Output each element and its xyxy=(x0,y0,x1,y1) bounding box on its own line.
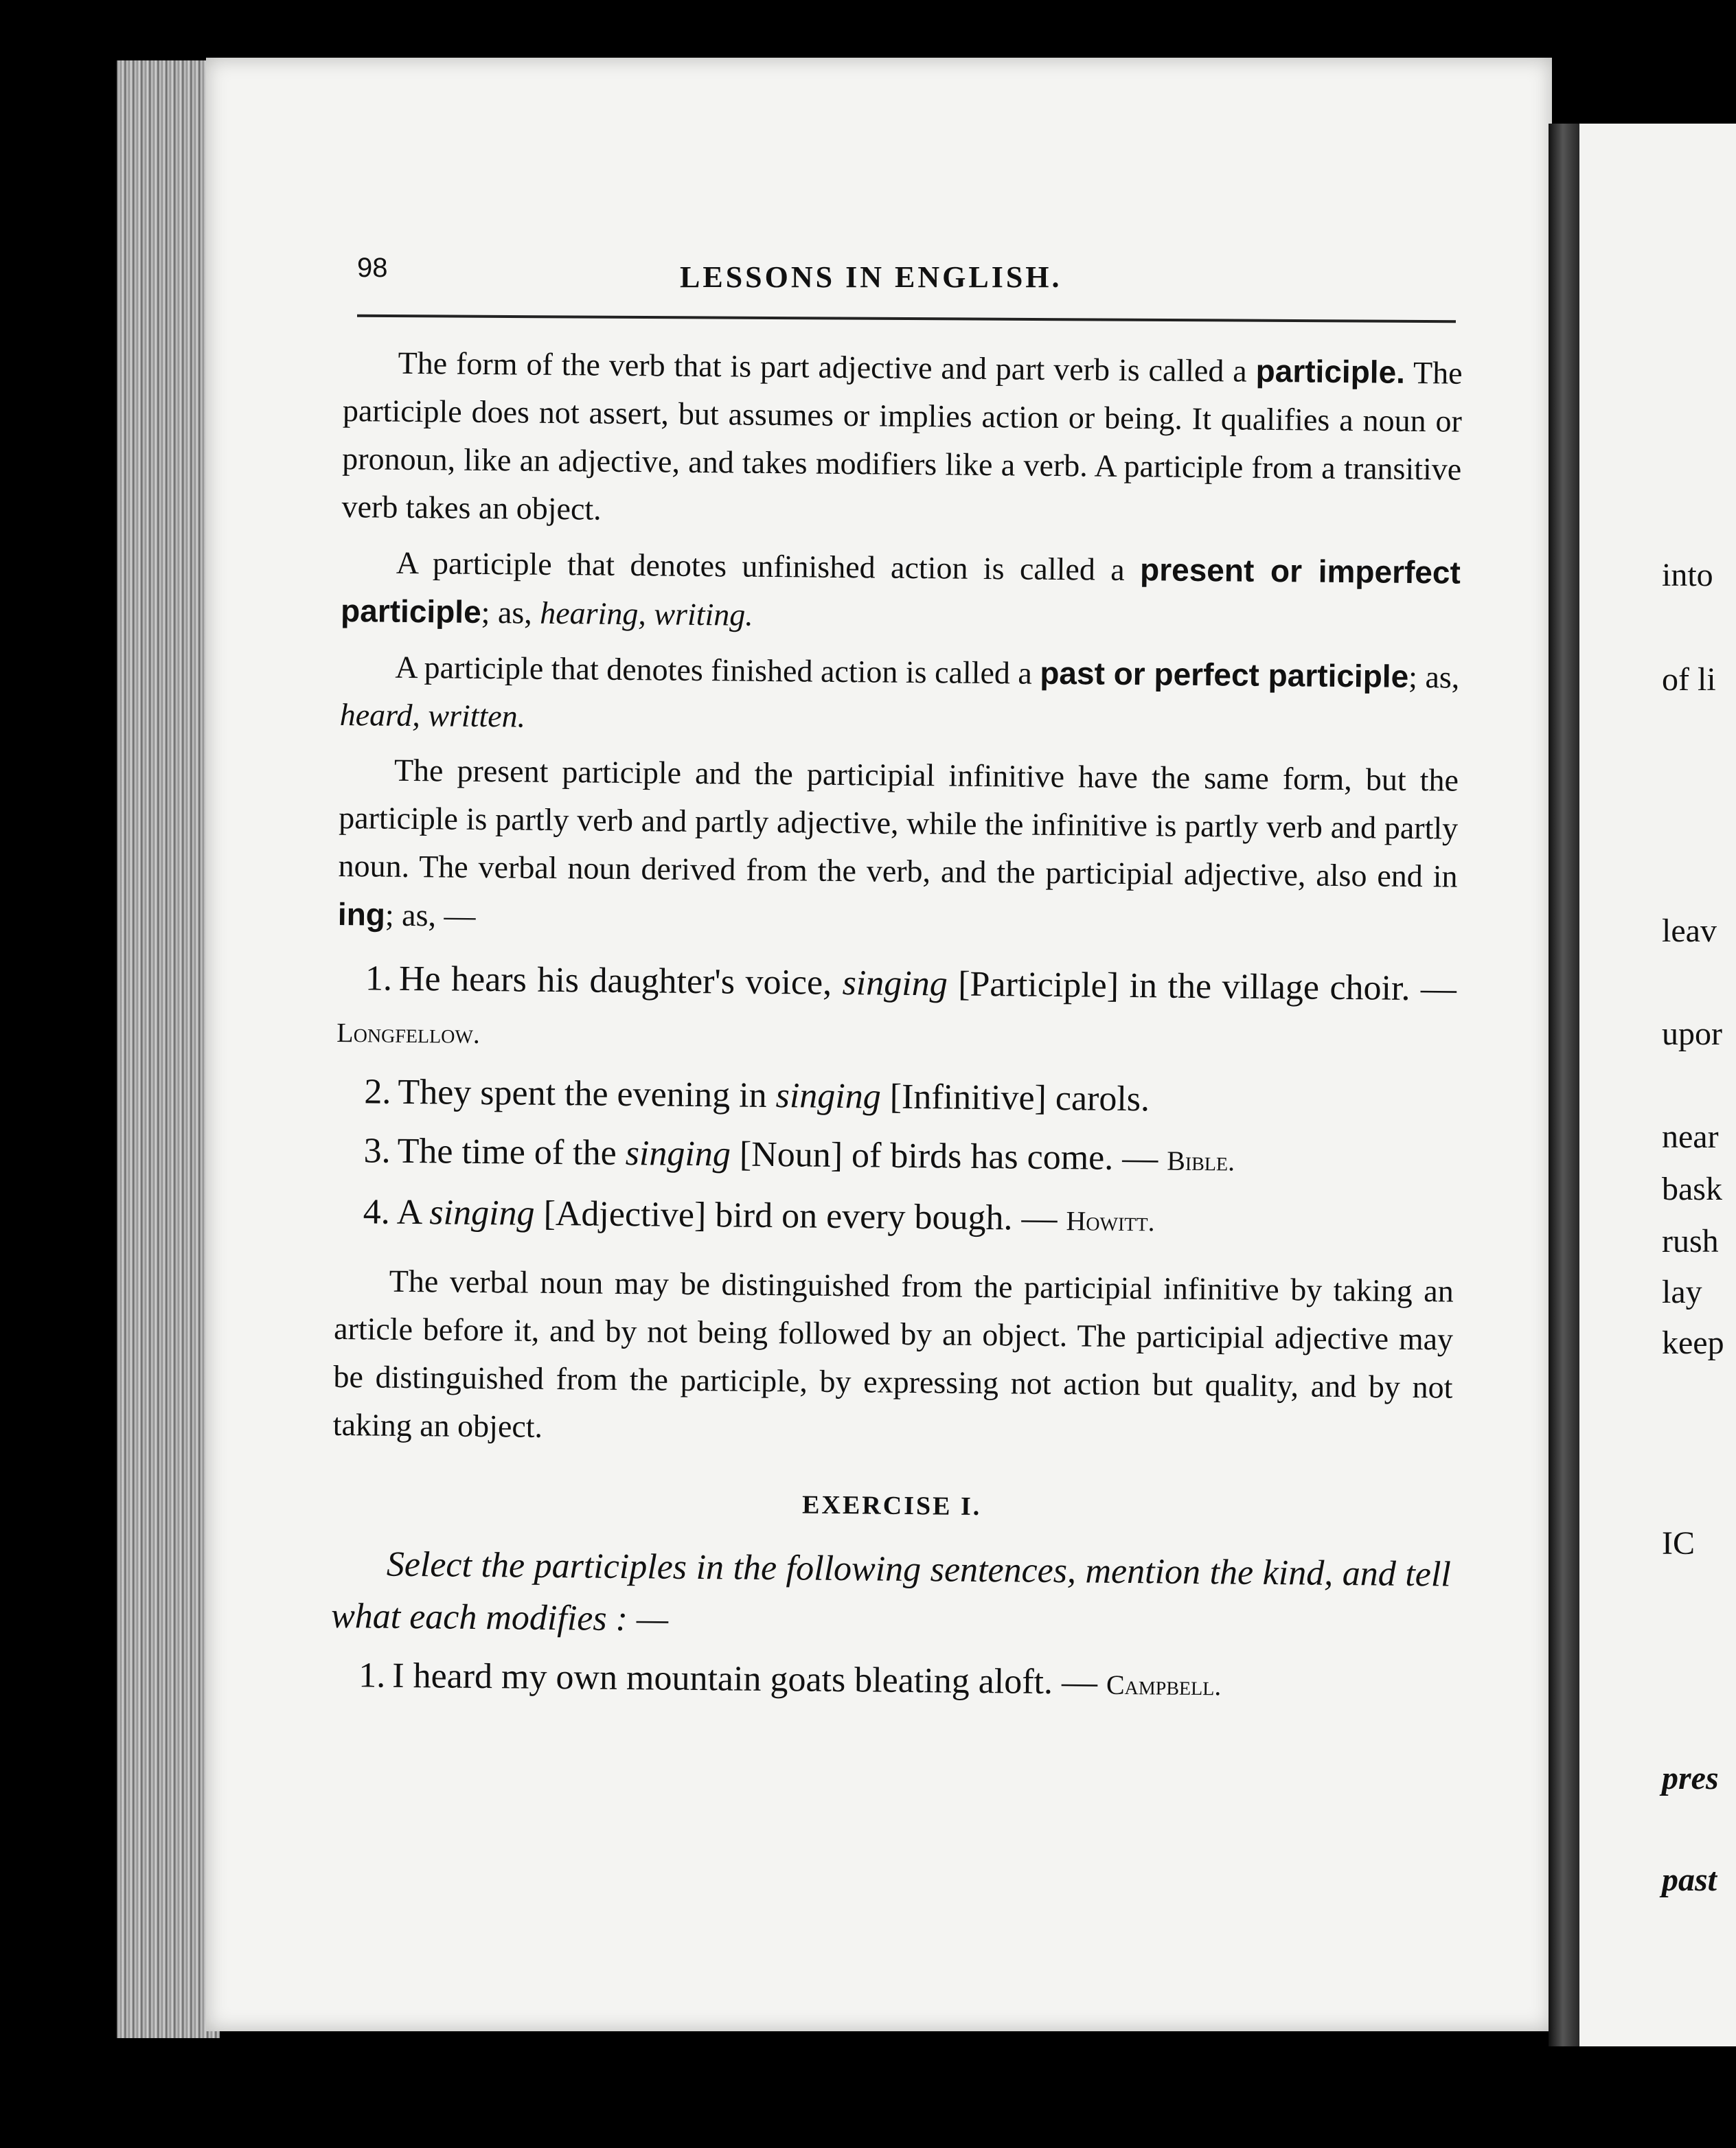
right-page-text: IC xyxy=(1662,1525,1695,1562)
right-page-text: keep xyxy=(1662,1325,1724,1361)
paragraph-participle-definition: The form of the verb that is part adjective and part verb is called a participle. The participle does not assert, but assumes or implies action or being. It qualifies a noun or pronoun, like an adjective, and takes modifiers like a verb. A participle from a transitive verb takes an object. xyxy=(341,345,1463,527)
paragraph-past-participle: A participle that denotes finished action is called a past or perfect participle; as, heard, written. xyxy=(339,649,1460,734)
example-item: 3. The time of the singing [Noun] of birds has come. — Bible. xyxy=(363,1131,1235,1178)
quote-source: Bible. xyxy=(1167,1145,1235,1177)
right-page-text: past xyxy=(1662,1862,1717,1898)
example-item: 4. A singing [Adjective] bird on every bough. — Howitt. xyxy=(363,1192,1155,1239)
right-page-fragment xyxy=(1579,124,1736,2046)
term-past-participle: past or perfect participle xyxy=(1040,654,1409,694)
term-present-participle: present or imperfect participle xyxy=(340,551,1461,630)
exercise-item: 1. I heard my own mountain goats bleating aloft. — Campbell. xyxy=(358,1656,1222,1702)
exercise-title: EXERCISE I. xyxy=(801,1490,982,1521)
book-page-edges xyxy=(117,60,220,2038)
term-ing: ing xyxy=(337,895,386,933)
example-item: 1. He hears his daughter's voice, singing [Participle] in the village choir. — Longfellow. xyxy=(336,959,1457,1049)
right-page-text: bask xyxy=(1662,1171,1722,1207)
quote-source: Campbell. xyxy=(1106,1669,1222,1702)
paragraph-present-participle: A participle that denotes unfinished action is called a present or imperfect participle; as, hearing, writing. xyxy=(340,545,1461,632)
paragraph-ing-forms: The present participle and the participial infinitive have the same form, but the participle is partly verb and partly adjective, while the infinitive is partly verb and partly noun. The verbal noun derived from the verb, and the participial adjective, also end in ing; as, — xyxy=(337,752,1459,933)
right-page-text: pres xyxy=(1662,1760,1719,1796)
exercise-instructions: Select the participles in the following sentences, mention the kind, and tell what each modifies : — xyxy=(330,1544,1452,1639)
right-page-text: lay xyxy=(1662,1274,1702,1310)
quote-source: Longfellow. xyxy=(336,1016,481,1049)
example-words: heard, written. xyxy=(339,696,526,734)
page-header xyxy=(357,253,1428,301)
page-number: 98 xyxy=(357,253,388,283)
term-participle: participle. xyxy=(1255,352,1406,390)
page-body xyxy=(330,338,1463,1722)
right-page-text: rush xyxy=(1662,1223,1719,1259)
right-page-text: into xyxy=(1662,557,1713,593)
running-head: LESSONS IN ENGLISH. xyxy=(680,260,1062,294)
example-item: 2. They spent the evening in singing [Infinitive] carols. xyxy=(364,1072,1150,1119)
right-page-text: upor xyxy=(1662,1016,1722,1052)
paragraph-distinctions: The verbal noun may be distinguished from the participial infinitive by taking an article before it, and by not being followed by an object. The participial adjective may be distinguished from the participle, by expressing not action but quality, and by not taking an object. xyxy=(332,1263,1454,1444)
quote-source: Howitt. xyxy=(1066,1205,1155,1237)
example-words: hearing, writing. xyxy=(540,595,754,632)
right-page-text: near xyxy=(1662,1119,1719,1155)
right-page-text: leav xyxy=(1662,913,1717,949)
right-page-text: of li xyxy=(1662,661,1716,698)
